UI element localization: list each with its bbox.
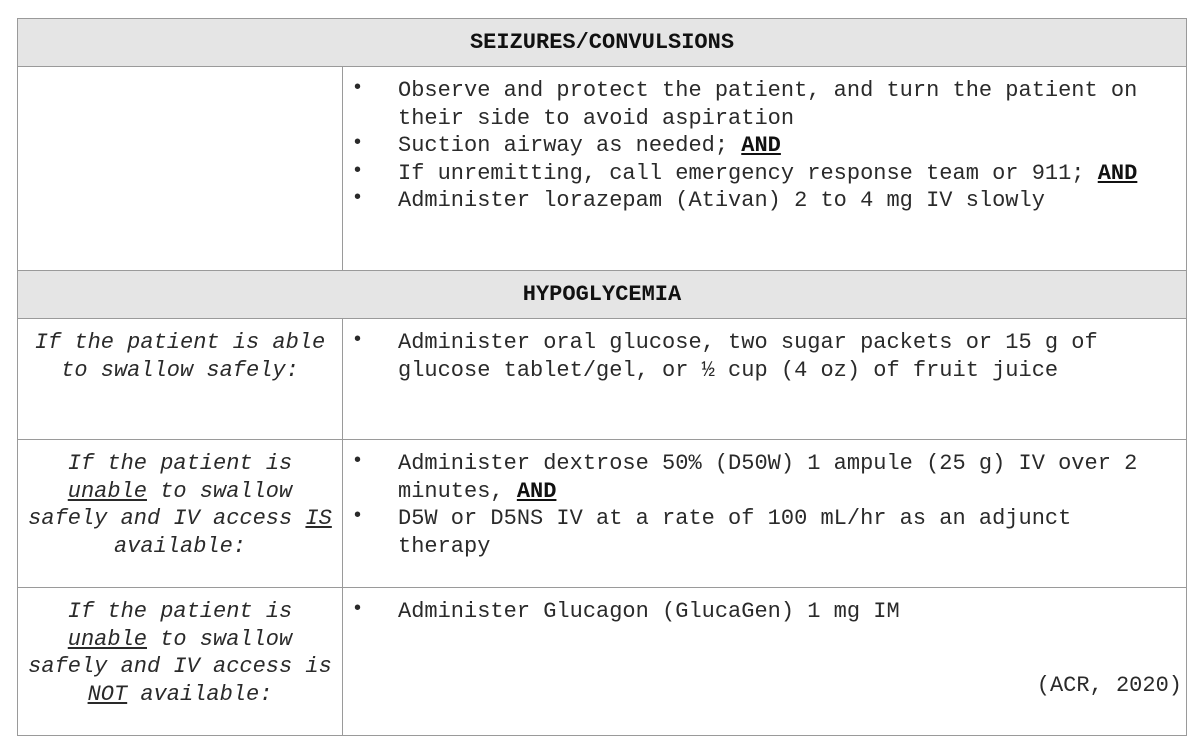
condition-cell: If the patient is unable to swallow safely and IV access is NOT available: [18,588,343,736]
protocol-table [17,18,1187,736]
bullet-icon: • [354,597,362,619]
bullet-icon: • [354,186,362,208]
action-list [343,450,1174,560]
actions-cell [343,440,1187,588]
table-row [18,319,1187,440]
condition-cell [18,67,343,271]
table-row [18,588,1187,736]
actions-cell [343,319,1187,440]
list-item: • Administer oral glucose, two sugar packets or 15 g of glucose tablet/gel, or ½ cup (4 oz) of fruit juice [354,328,1098,383]
list-item: • Administer dextrose 50% (D50W) 1 ampule (25 g) IV over 2 minutes, AND [354,449,1138,504]
list-item: • If unremitting, call emergency response team or 911; AND [354,158,1138,186]
and-keyword: AND [1097,160,1138,186]
actions-cell [343,588,1187,736]
table-row [18,440,1187,588]
section-header-row [18,271,1187,319]
table-row [18,67,1187,271]
citation: (ACR, 2020) [1036,673,1182,698]
and-keyword: AND [741,133,781,158]
list-item: • Suction airway as needed; AND [354,131,781,158]
bullet-icon: • [354,449,362,471]
condition-cell: If the patient is able to swallow safely: [18,319,343,440]
and-keyword: AND [516,478,557,504]
action-list [343,329,1174,384]
list-item: • D5W or D5NS IV at a rate of 100 mL/hr as an adjunct therapy [354,504,1072,559]
actions-cell [343,67,1187,271]
bullet-icon: • [354,131,362,153]
bullet-icon: • [354,504,362,526]
list-item: • Administer lorazepam (Ativan) 2 to 4 mg IV slowly [354,186,1045,213]
section-title-hypoglycemia: HYPOGLYCEMIA [18,271,1187,319]
section-title-seizures: SEIZURES/CONVULSIONS [18,19,1187,67]
condition-cell: If the patient is unable to swallow safely and IV access IS available: [18,440,343,588]
action-list [343,77,1174,215]
bullet-icon: • [354,158,362,181]
action-list [343,598,1174,626]
bullet-icon: • [354,76,362,98]
section-header-row [18,19,1187,67]
list-item: • Administer Glucagon (GlucaGen) 1 mg IM [354,597,900,624]
list-item: • Observe and protect the patient, and turn the patient on their side to avoid aspiration [354,76,1138,131]
bullet-icon: • [354,328,362,350]
